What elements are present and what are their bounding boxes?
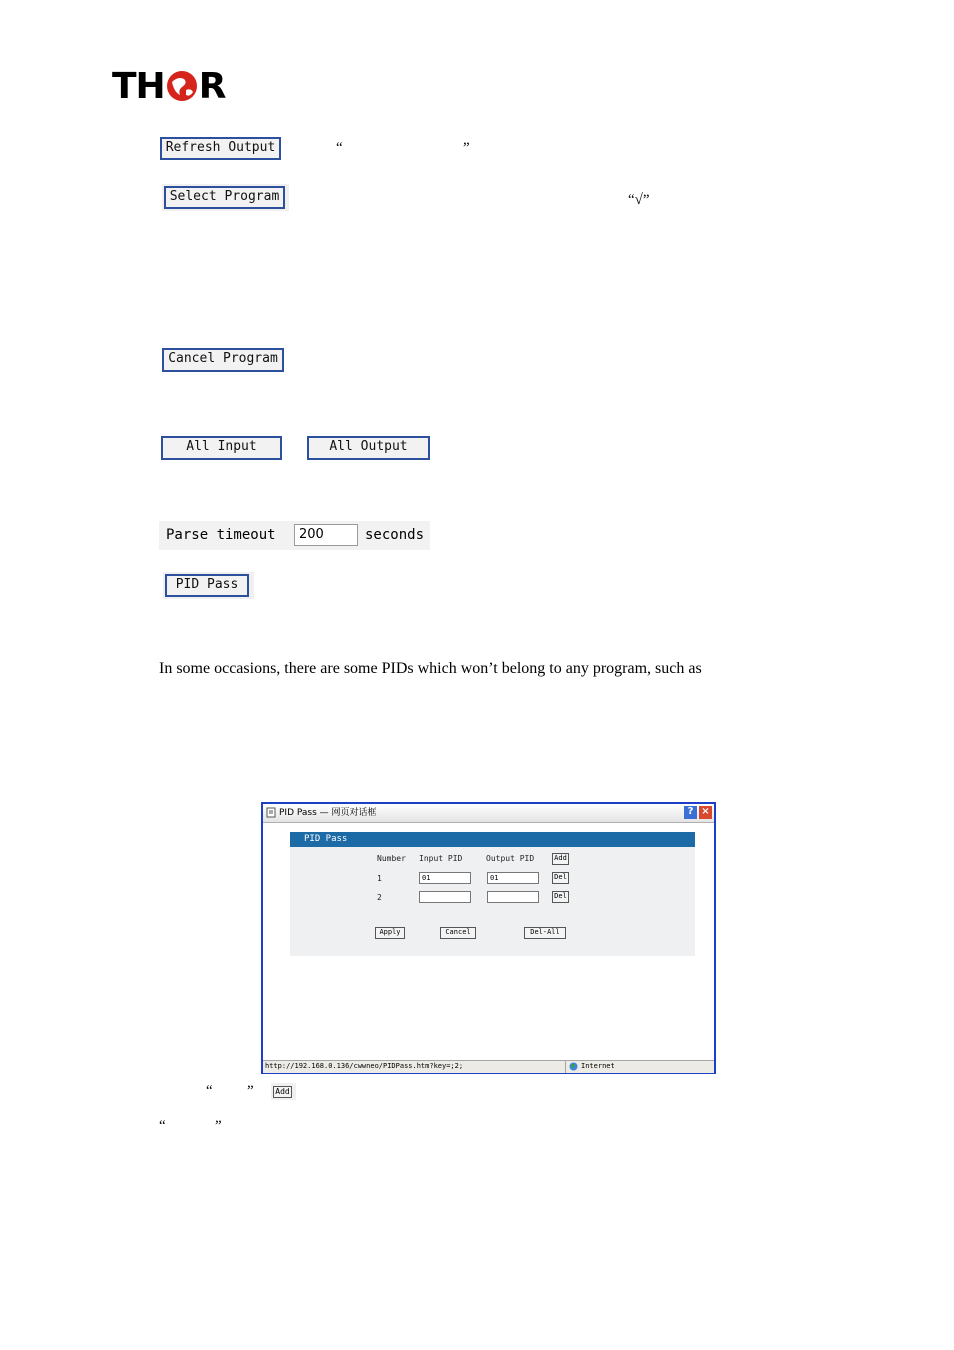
row-number: 1 xyxy=(377,874,382,883)
close-icon[interactable]: × xyxy=(699,806,712,819)
cancel-button[interactable]: Cancel xyxy=(440,927,476,939)
parse-timeout-label: Parse timeout xyxy=(166,527,276,543)
body-paragraph: In some occasions, there are some PIDs which won’t belong to any program, such as xyxy=(159,660,702,677)
status-divider xyxy=(565,1061,566,1073)
document-icon xyxy=(266,807,276,818)
del-all-button[interactable]: Del-All xyxy=(524,927,566,939)
parse-timeout-row xyxy=(159,521,430,550)
logo-text-right: R xyxy=(198,65,226,107)
row-number: 2 xyxy=(377,893,382,902)
dialog-title: PID Pass — 网页对话框 xyxy=(279,808,377,818)
header-number: Number xyxy=(377,854,406,863)
panel-title: PID Pass xyxy=(290,832,695,847)
add-button[interactable]: Add xyxy=(552,853,569,865)
dialog-titlebar xyxy=(263,804,714,823)
help-icon[interactable]: ? xyxy=(684,806,697,819)
parse-timeout-input[interactable]: 200 xyxy=(294,524,358,546)
all-output-button[interactable]: All Output xyxy=(307,436,430,460)
all-input-button[interactable]: All Input xyxy=(161,436,282,460)
pid-pass-panel xyxy=(290,832,695,956)
del-button[interactable]: Del xyxy=(552,891,569,903)
check-mark-quote: “√” xyxy=(628,192,650,208)
output-pid-field[interactable]: 01 xyxy=(487,872,539,884)
status-bar xyxy=(263,1060,714,1073)
input-pid-field[interactable]: 01 xyxy=(419,872,471,884)
refresh-output-button[interactable]: Refresh Output xyxy=(160,137,281,160)
pid-pass-button[interactable]: PID Pass xyxy=(165,574,249,597)
parse-timeout-unit: seconds xyxy=(365,527,425,543)
output-pid-field[interactable] xyxy=(487,891,539,903)
quote-open: “ xyxy=(159,1118,166,1134)
pid-pass-dialog xyxy=(261,802,716,1074)
quote-close: ” xyxy=(215,1118,222,1134)
header-output-pid: Output PID xyxy=(486,854,535,863)
thor-logo xyxy=(112,66,225,106)
globe-icon xyxy=(166,70,198,102)
logo-text-left: TH xyxy=(112,65,165,107)
quote-close: ” xyxy=(247,1083,254,1099)
quote-open: “ xyxy=(336,140,343,156)
internet-globe-icon xyxy=(569,1062,578,1071)
quote-open: “ xyxy=(206,1083,213,1099)
status-url: http://192.168.0.136/cwwneo/PIDPass.htm?key=;2; xyxy=(265,1062,464,1070)
del-button[interactable]: Del xyxy=(552,872,569,884)
status-zone: Internet xyxy=(581,1062,615,1070)
quote-close: ” xyxy=(463,140,470,156)
header-input-pid: Input PID xyxy=(419,854,463,863)
apply-button[interactable]: Apply xyxy=(375,927,405,939)
select-program-button[interactable]: Select Program xyxy=(164,186,285,209)
input-pid-field[interactable] xyxy=(419,891,471,903)
cancel-program-button[interactable]: Cancel Program xyxy=(162,348,284,372)
add-button-inline[interactable]: Add xyxy=(273,1086,292,1098)
